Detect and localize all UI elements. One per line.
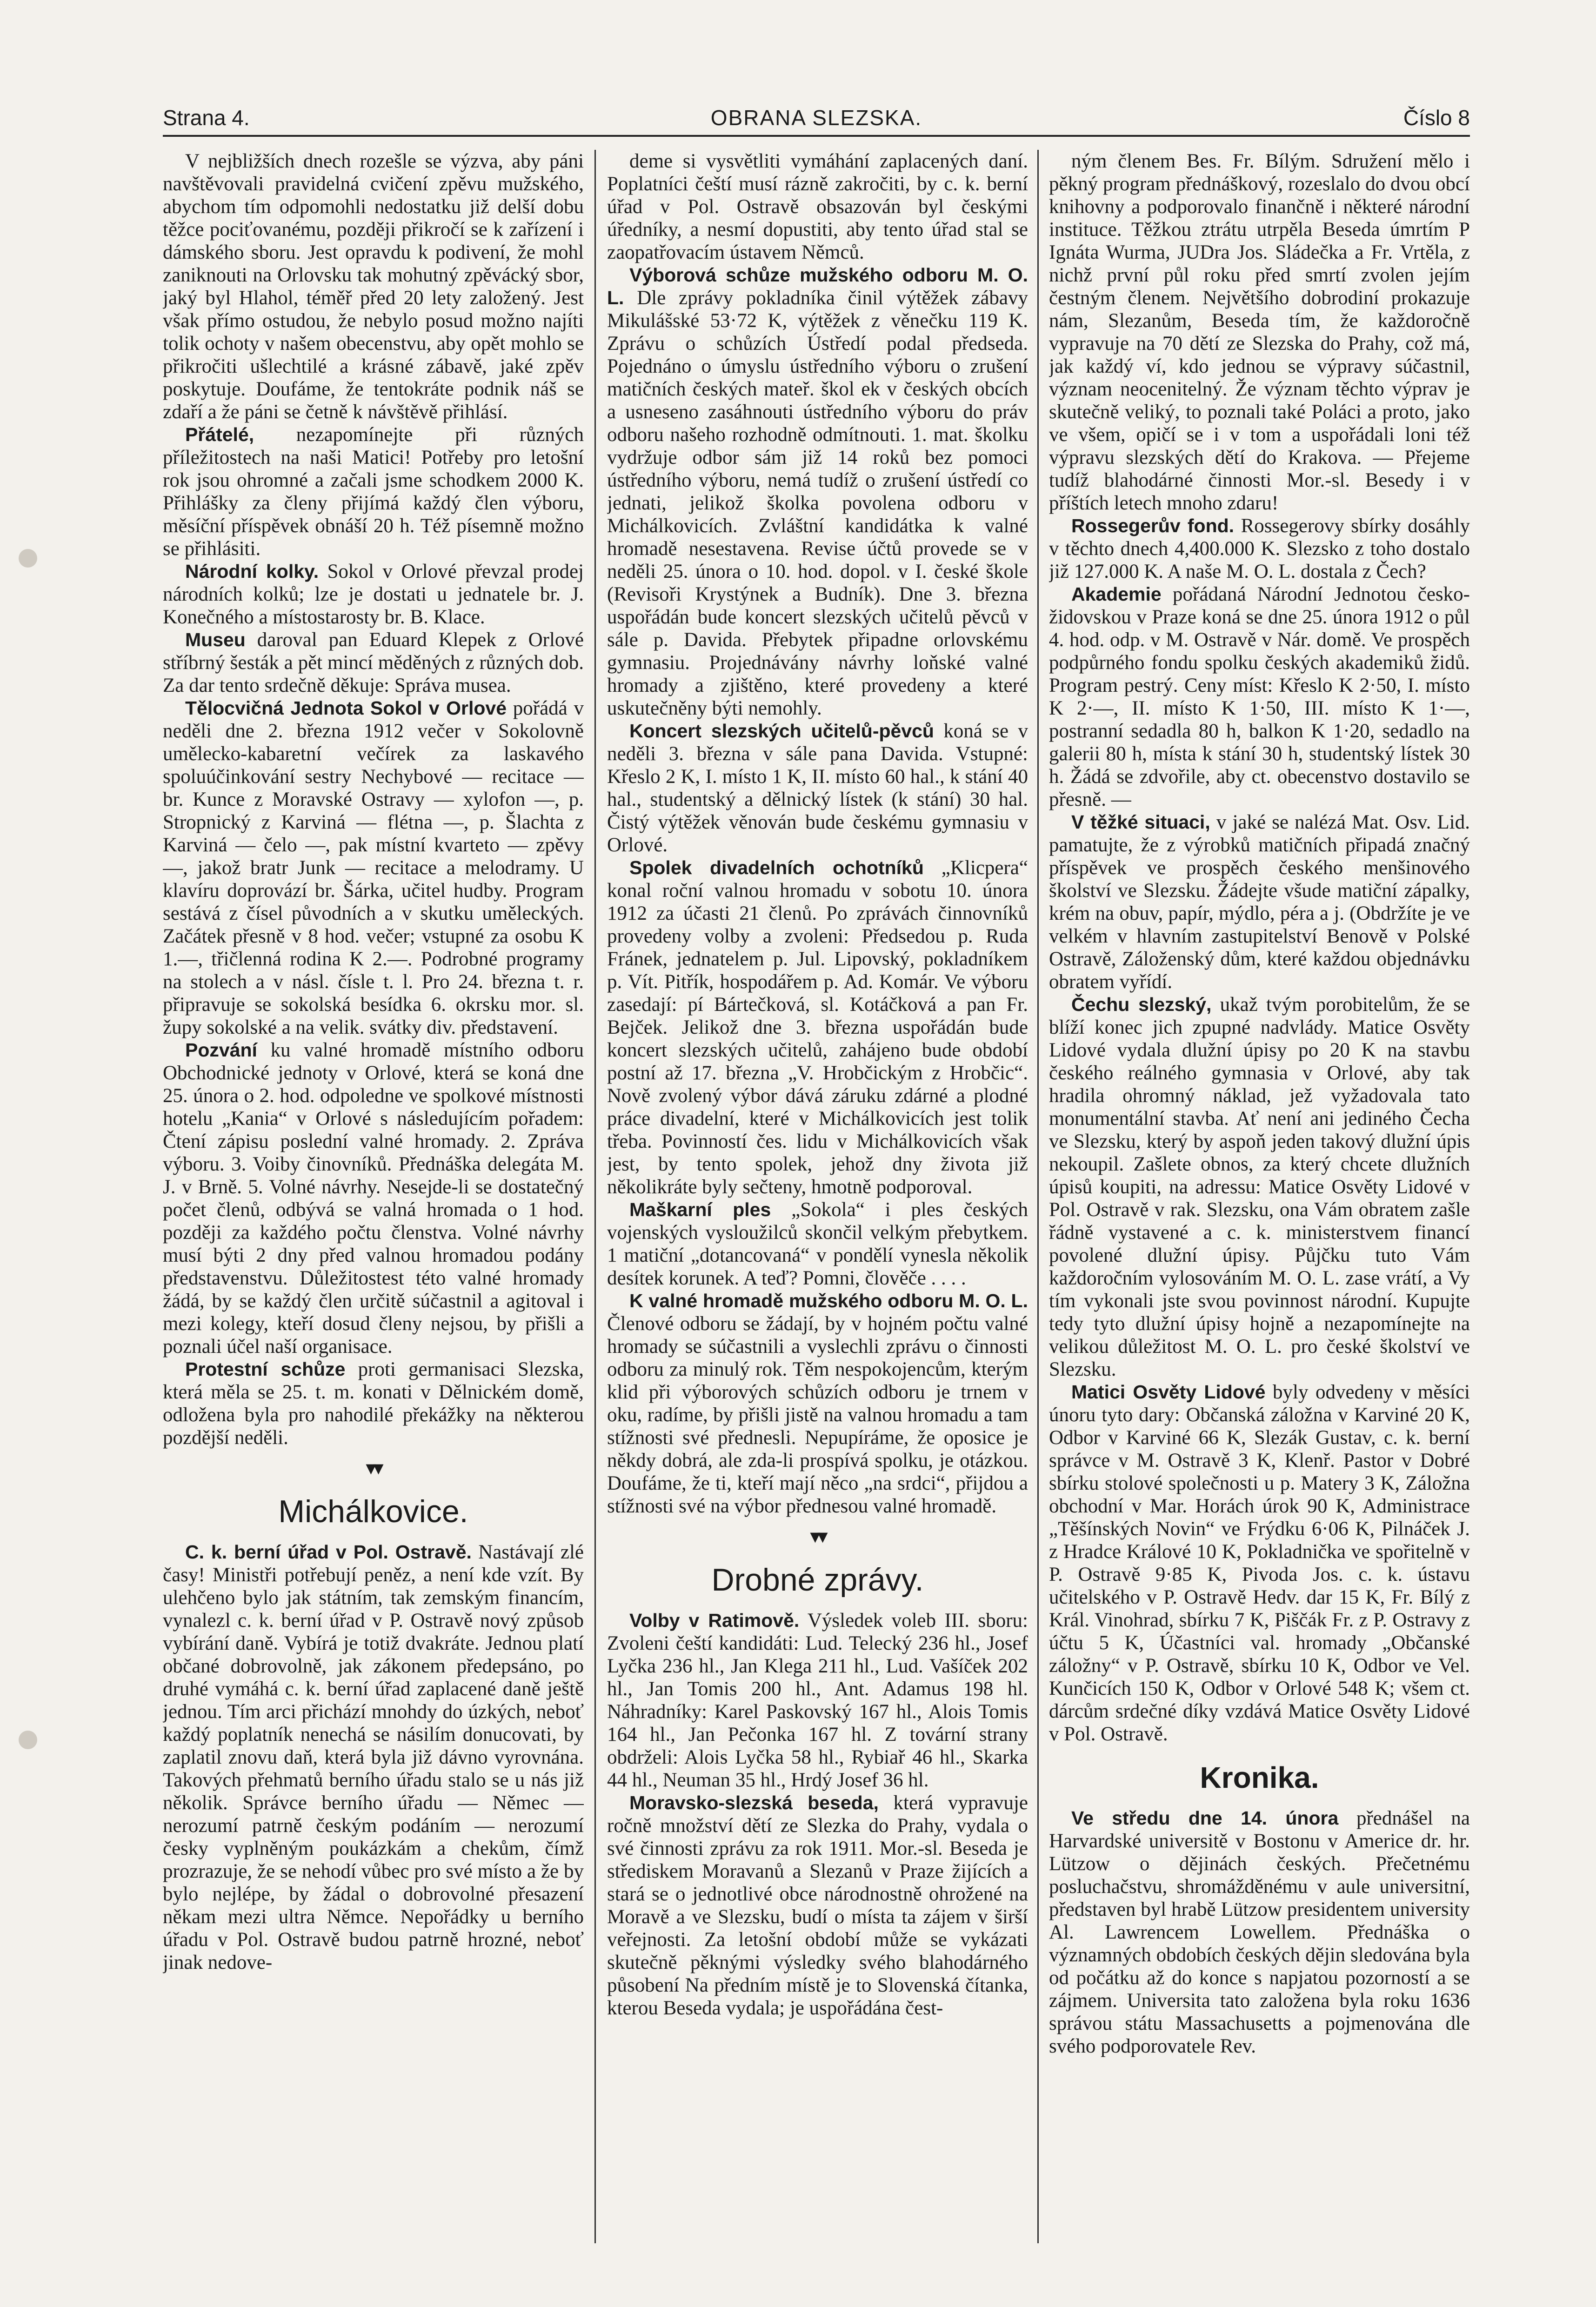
article-paragraph [163, 1358, 584, 1449]
article-paragraph [1049, 993, 1470, 1381]
article-lead: Maškarní ples [629, 1199, 771, 1220]
article-lead: Čechu slezský, [1071, 994, 1212, 1015]
page-header [163, 93, 1470, 137]
article-lead: Rossegerův fond. [1071, 515, 1235, 536]
article-text: „Sokola“ i ples českých vojenských vysloužilců skončil velkým přebytkem. 1 matiční „dotancovaná“ v pondělí vynesla několik desítek korunek. A teď? Pomni, člověče . . . . [607, 1199, 1028, 1289]
article-text: pořádá v neděli dne 2. března 1912 večer v Sokolovně umělecko-kabaretní večírek za laskavého spoluúčinkování sestry Nechybové — recitace — br. Kunce z Moravské Ostravy — xylofon —, p. Stropnický z Karviná — flétna —, p. Šlachta z Karviná — čelo —, pak místní kvarteto — zpěvy —, jakož bratr Junk — recitace a melodramy. U klavíru doprovází br. Šárka, učitel hudby. Program sestává z čísel původních a v skutku uměleckých. Začátek přesně v 8 hod. večer; vstupné za osobu K 1.—, třičlenná rodina K 2.—. Podrobné programy na stolech a v násl. čísle t. l. Pro 24. března t. r. připravuje se sokolská besídka 6. okrsku mor. sl. župy sokolské a na velik. svátky div. představení. [163, 697, 584, 1038]
article-paragraph [607, 264, 1028, 720]
article-paragraph [607, 1792, 1028, 2019]
article-text: přednášel na Harvardské universitě v Bostonu v Americe dr. hr. Lützow o dějinách českých. Přečetnému posluchačstvu, shromážděnému v aule universitní, představen byl hrabě Lützow presidentem university Al. Lawrencem Lowellem. Přednáška o významných obdobích českých dějin sledována byla od počátku až do konce s napjatou pozorností a se zájmem. Universita tato založena byla roku 1636 správou státu Massachusetts a pojmenována dle svého podporovatele Rev. [1049, 1807, 1470, 2057]
article-lead: Matici Osvěty Lidové [1071, 1381, 1266, 1403]
article-lead: Národní kolky. [185, 561, 319, 582]
article-paragraph [607, 1609, 1028, 1792]
issue-number: Číslo 8 [1403, 106, 1470, 130]
article-paragraph [1049, 150, 1470, 515]
article-text: Nastávají zlé časy! Ministři potřebují peněz, a není kde vzít. By ulehčeno bylo jak státním, tak zemským financím, vynalezl c. k. berní úřad v P. Ostravě nový způsob vybírání daně. Vybírá je totiž dvakráte. Jednou platí občané dobrovolně, jak zákonem předepsáno, po druhé vymáhá c. k. berní úřad zaplacené daně ještě jednou. Tím arci přichází mnohdy do úzkých, neboť každý poplatník nenechá se násilím donucovati, by zaplatil znovu daň, která byla již dávno vyrovnána. Takových přehmatů berního úřadu stalo se u nás již několik. Správce berního úřadu — Němec — nerozumí patrně českým podáním — nerozumí česky vyplněným poukázkám a chekům, čímž prozrazuje, že se nehodí vůbec pro své místo a že by bylo nejlépe, by žádal o dobrovolné přesazení někam mezi ultra Němce. Nepořádky u berního úřadu v Pol. Ostravě budou patrně hrozné, neboť jinak nedove- [163, 1541, 584, 1973]
article-paragraph [163, 423, 584, 560]
article-paragraph [163, 150, 584, 423]
article-lead: Tělocvičná Jednota Sokol v Orlové [185, 697, 507, 719]
article-paragraph [163, 697, 584, 1039]
article-lead: Spolek divadelních ochotníků [629, 857, 924, 878]
article-text: Dle zprávy pokladníka činil výtěžek zábavy Mikulášské 53·72 K, výtěžek z věnečku 119 K. Zprávu o schůzích Ústředí podal předseda. Pojednáno o úmyslu ústředního výboru o zrušení matičních českých mateř. škol ek v českých obcích a usneseno zasáhnouti ústředního výboru do práv odboru našeho rozhodně odmítnouti. 1. mat. školku vydržuje odbor sám již 14 roků bez pomoci ústředního výboru, nemá tudíž o zrušení ústředí co jednati, jelikož školka povolena odboru v Michálkovicích. Zvláštní kandidátka k valné hromadě nesestavena. Revise účtů provede se v neděli 25. února o 10. hod. dopol. v I. české škole (Revisoři Krystýnek a Budník). Dne 3. března uspořádán bude koncert slezských učitelů pěvců v sále p. Davida. Přebytek připadne orlovskému gymnasiu. Projednávány návrhy loňské valné hromady a zjištěno, které provedeny a které uskutečněny býti nemohly. [607, 287, 1028, 719]
article-paragraph [1049, 811, 1470, 993]
article-paragraph [1049, 515, 1470, 583]
article-text: „Klicpera“ konal roční valnou hromadu v sobotu 10. února 1912 za účasti 21 členů. Po zprávách činnovníků provedeny volby a zvoleni: Předsedou p. Ruda Fránek, jednatelem p. Jul. Lipovský, pokladníkem p. Vít. Pitřík, hospodářem p. Ad. Komár. Ve výboru zasedají: pí Bártečková, sl. Kotáčková a pan Fr. Bejček. Jelikož dne 3. března uspořádán bude koncert slezských učitelů, zahájeno bude období postní až 17. března „V. Hrobčickým z Hrobčic“. Nově zvolený výbor dává záruku zdárné a plodné práce divadelní, které v Michálkovicích jest tolik třeba. Povinností čes. lidu v Michálkovicích však jest, by tento spolek, jehož dny života již několikráte byly sečteny, hmotně podporoval. [607, 857, 1028, 1198]
article-text: deme si vysvětliti vymáhání zaplacených daní. Poplatníci čeští musí rázně zakročiti, by c. k. berní úřad v Pol. Ostravě obsazován byl českými úředníky, a nesmí dopustiti, aby tento úřad stal se zaopatřovacím ústavem Němců. [607, 150, 1028, 263]
article-lead: Akademie [1071, 583, 1162, 605]
article-text: v jaké se nalézá Mat. Osv. Lid. pamatujte, že z výrobků matičních připadá značný příspěvek ve prospěch českého menšinového školství ve Slezsku. Žádejte všude matiční zápalky, krém na obuv, papír, mýdlo, péra a j. (Obdržíte je ve velkém v hlavním zastupitelství Benově v Polské Ostravě, Záloženský dům, které každou objednávku obratem vyřídí. [1049, 811, 1470, 993]
article-text: Sokol v Orlové převzal prodej národních kolků; lze je dostati u jednatele br. J. Konečného a místostarosty br. B. Klace. [163, 561, 584, 628]
article-text: byly odvedeny v měsíci únoru tyto dary: Občanská záložna v Karviné 20 K, Odbor v Karviné 66 K, Slezák Gustav, c. k. berní správce v M. Ostravě 3 K, Klenř. Pastor v Dobré sbírku stolové společnosti u p. Matery 3 K, Záložna obchodní v Mar. Horách úrok 90 K, Administrace „Těšínských Novin“ ve Frýdku 6·06 K, Pilnáček J. z Hradce Králové 10 K, Pokladnička ve spořitelně v P. Ostravě 9·85 K, Pivoda Jos. c. k. ústavu učitelského v P. Ostravě Hedv. dar 15 K, Fr. Bílý z Král. Vinohrad, sbírku 7 K, Piščák Fr. z P. Ostravy z účtu 5 K, Účastníci val. hromady „Občanské záložny“ v P. Ostravě, sbírku 10 K, Odbor ve Vel. Kunčicích 150 K, Odbor v Orlové 548 K; všem ct. dárcům srdečné díky vzdává Matice Osvěty Lidové v Pol. Ostravě. [1049, 1381, 1470, 1745]
article-paragraph [607, 1198, 1028, 1290]
article-text: Rossegerovy sbírky dosáhly v těchto dnech 4,400.000 K. Slezsko z toho dostalo již 127.000 K. A naše M. O. L. dostala z Čech? [1049, 515, 1470, 582]
article-text: která vypravuje ročně množství dětí ze Slezka do Prahy, vydala o své činnosti zprávu za rok 1911. Mor.-sl. Beseda je střediskem Moravanů a Slezanů v Praze žijících a stará se o jednotlivé obce národnostně ohrožené na Moravě a ve Slezsku, budí o místa ta zájem v širší veřejnosti. Za letošní období může se vykázati skutečně pěknými výsledky svého blahodárného působení Na předním místě je to Slovenská čítanka, kterou Beseda vydala; je uspořádána čest- [607, 1792, 1028, 2019]
article-paragraph [1049, 583, 1470, 811]
article-lead: C. k. berní úřad v Pol. Ostravě. [185, 1541, 472, 1563]
page-number: Strana 4. [163, 106, 250, 130]
article-paragraph [607, 720, 1028, 856]
article-lead: Museu [185, 629, 246, 650]
article-paragraph [607, 856, 1028, 1198]
article-paragraph [607, 150, 1028, 264]
article-text: Členové odboru se žádají, by v hojném počtu valné hromady se súčastnili a vyslechli zprávu o činnosti odboru za minulý rok. Těm nespokojencům, kterým klid při výborových schůzích odboru je trnem v oku, radíme, by přišli jistě na valnou hromadu a tam stížnosti své přednesli. Nepupíráme, že oposice je někdy dobrá, ale zda-li prospívá spolku, je otázkou. Doufáme, že ti, kteří mají něco „na srdci“, přijdou a stížnosti své na výbor přednesou valné hromadě. [607, 1313, 1028, 1517]
article-paragraph [163, 560, 584, 629]
article-lead: Volby v Ratimově. [629, 1610, 800, 1631]
article-paragraph [1049, 1807, 1470, 2058]
section-ornament: ▾▾ [366, 1457, 381, 1479]
article-text: ným členem Bes. Fr. Bílým. Sdružení mělo i pěkný program přednáškový, rozeslalo do dvou obcí knihovny a podporovalo finančně i některé národní instituce. Těžkou ztrátu utrpěla Beseda úmrtím P Ignáta Wurma, JUDra Jos. Sládečka a Fr. Vrtěla, z nichž první půl roku před smrtí zvolen jejím čestným členem. Největšího dobrodiní prokazuje nám, Slezanům, Beseda tím, že každoročně vypravuje na 70 dětí ze Slezska do Prahy, což má, jak každý ví, kdo jednou se výpravy súčastnil, význam neocenitelný. Že význam těchto výprav je skutečně veliký, to poznali také Poláci a proto, jako ve všem, opičí se i v tom a uspořádali loni též výpravu slezských dětí do Krakova. — Přejeme tudíž blahodárné činnosti Mor.-sl. Besedy i v příštích letech mnoho zdaru! [1049, 150, 1470, 514]
article-paragraph [163, 1541, 584, 1974]
article-lead: Moravsko-slezská beseda, [629, 1792, 879, 1813]
section-ornament: ▾▾ [810, 1525, 825, 1548]
article-text: nezapomínejte při různých příležitostech na naši Matici! Potřeby pro letošní rok jsou ohromné a začali jsme schodkem 2000 K. Přihlášky za členy přijímá každý člen výboru, měsíční příspěvek obnáší 20 h. Též písemně možno se přihlásiti. [163, 424, 584, 560]
column-2 [607, 150, 1028, 2243]
column-3 [1049, 150, 1470, 2243]
article-text: daroval pan Eduard Klepek z Orlové stříbrný šesták a pět mincí měděných z různých dob. Za dar tento srdečně děkuje: Správa musea. [163, 629, 584, 696]
article-lead: Výborová schůze mužského odboru M. O. L. [607, 264, 1028, 308]
column-1 [163, 150, 584, 2243]
newspaper-title: OBRANA SLEZSKA. [710, 106, 922, 130]
article-paragraph [607, 1290, 1028, 1518]
section-heading: Kronika. [1200, 1761, 1319, 1794]
section-heading: Drobné zprávy. [711, 1562, 924, 1598]
section-heading: Michálkovice. [278, 1494, 468, 1529]
article-lead: Přátelé, [185, 424, 254, 445]
article-text: koná se v neděli 3. března v sále pana Davida. Vstupné: Křeslo 2 K, I. místo 1 K, II. místo 60 hal., k stání 40 hal., studentský a dělnický lístek (k stání) 30 hal. Čistý výtěžek věnován bude českému gymnasiu v Orlové. [607, 720, 1028, 856]
article-text: ukaž tvým porobitelům, že se blíží konec jich zpupné nadvlády. Matice Osvěty Lidové vydala dlužní úpisy po 20 K na stavbu českého reálného gymnasia v Orlové, aby tak hradila ohromný náklad, jež vyžadovala tato monumentální stavba. Ať není ani jediného Čecha ve Slezsku, který by aspoň jeden takový dlužní úpis nekoupil. Zašlete obnos, za který chcete dlužních úpisů koupiti, na adressu: Matice Osvěty Lidové v Pol. Ostravě v rak. Slezsku, ona Vám obratem zašle řádně vystavené a c. k. ministerstvem financí povolené dlužní úpisy. Půjčku tuto Vám každoročním vylosováním M. O. L. zase vrátí, a Vy tím vykonali jste svou povinnost národní. Kupujte tedy tyto dlužní úpisy hojně a nezapomínejte na velikou důležitost M. O. L. pro české školství ve Slezsku. [1049, 994, 1470, 1380]
article-paragraph [163, 629, 584, 697]
newspaper-page [163, 93, 1470, 2252]
article-lead: Protestní schůze [185, 1358, 346, 1380]
article-paragraph [1049, 1381, 1470, 1745]
article-text: pořádaná Národní Jednotou česko-židovskou v Praze koná se dne 25. února 1912 o půl 4. hod. odp. v M. Ostravě v Nár. domě. Ve prospěch podpůrného fondu spolku českých akademiků židů. Program pestrý. Ceny míst: Křeslo K 2·50, I. místo K 2·—, II. místo K 1·50, III. místo K 1·—, postranní sedadla 80 h, balkon K 1·20, sedadlo na galerii 80 h, místa k stání 30 h, studentský lístek 30 h. Žádá se zdvořile, aby ct. obecenstvo dostavilo se přesně. — [1049, 583, 1470, 810]
article-text: ku valné hromadě místního odboru Obchodnické jednoty v Orlové, která se koná dne 25. února o 2. hod. odpoledne ve spolkové místnosti hotelu „Kania“ v Orlové s následujícím pořadem: Čtení zápisu poslední valné hromady. 2. Zpráva výboru. 3. Voiby činovníků. Přednáška delegáta M. J. v Brně. 5. Volné návrhy. Nesejde-li se dostatečný počet členů, odbývá se valná hromada o 1 hod. později za každého počtu členstva. Volné návrhy musí býti 2 dny před valnou hromadou podány představenstvu. Důležitostest této valné hromady žádá, by se každý člen určitě súčastnil a agitoval i mezi kolegy, kteří dosud členy nejsou, by přišli a poznali účel naší organisace. [163, 1039, 584, 1357]
article-lead: Koncert slezských učitelů-pěvců [629, 720, 934, 742]
article-lead: Pozvání [185, 1039, 257, 1061]
column-divider [1037, 150, 1039, 2243]
article-lead: V těžké situaci, [1071, 811, 1210, 833]
article-text: Výsledek voleb III. sboru: Zvoleni čeští kandidáti: Lud. Telecký 236 hl., Josef Lyčka 236 hl., Jan Klega 211 hl., Lud. Vašíček 202 hl., Jan Tomis 200 hl., Ant. Adamus 198 hl. Náhradníky: Karel Paskovský 167 hl., Alois Tomis 164 hl., Jan Pečonka 167 hl. Z tovární strany obdrželi: Alois Lyčka 58 hl., Rybiař 46 hl., Skarka 44 hl., Neuman 35 hl., Hrdý Josef 36 hl. [607, 1610, 1028, 1791]
article-text: V nejbližších dnech rozešle se výzva, aby páni navštěvovali pravidelná cvičení zpěvu mužského, abychom tím odpomohli nedostatku již delší dobu těžce pociťovanému, později přikročí se k zařízení i dámského sboru. Jest opravdu k podivení, že mohl zaniknouti na Orlovsku tak mohutný zpěvácký sbor, jaký byl Hlahol, téměř před 20 lety založený. Jest však přímo ostudou, že nebylo posud možno najíti tolik ochoty v našem obecenstvu, aby opět mohlo se přikročiti ušlechtilé a krásné zábavě, jaké zpěv poskytuje. Doufáme, že tentokráte podnik náš se zdaří a že páni se četně k návštěvě přihlásí. [163, 150, 584, 423]
binding-hole [19, 1731, 37, 1749]
binding-hole [19, 549, 37, 568]
column-divider [594, 150, 596, 2243]
article-text: proti germanisaci Slezska, která měla se 25. t. m. konati v Dělnickém domě, odložena byla pro nahodilé překážky na některou pozdější neděli. [163, 1358, 584, 1449]
article-lead: Ve středu dne 14. února [1071, 1807, 1339, 1829]
article-lead: K valné hromadě mužského odboru M. O. L. [629, 1290, 1028, 1311]
article-paragraph [163, 1039, 584, 1358]
